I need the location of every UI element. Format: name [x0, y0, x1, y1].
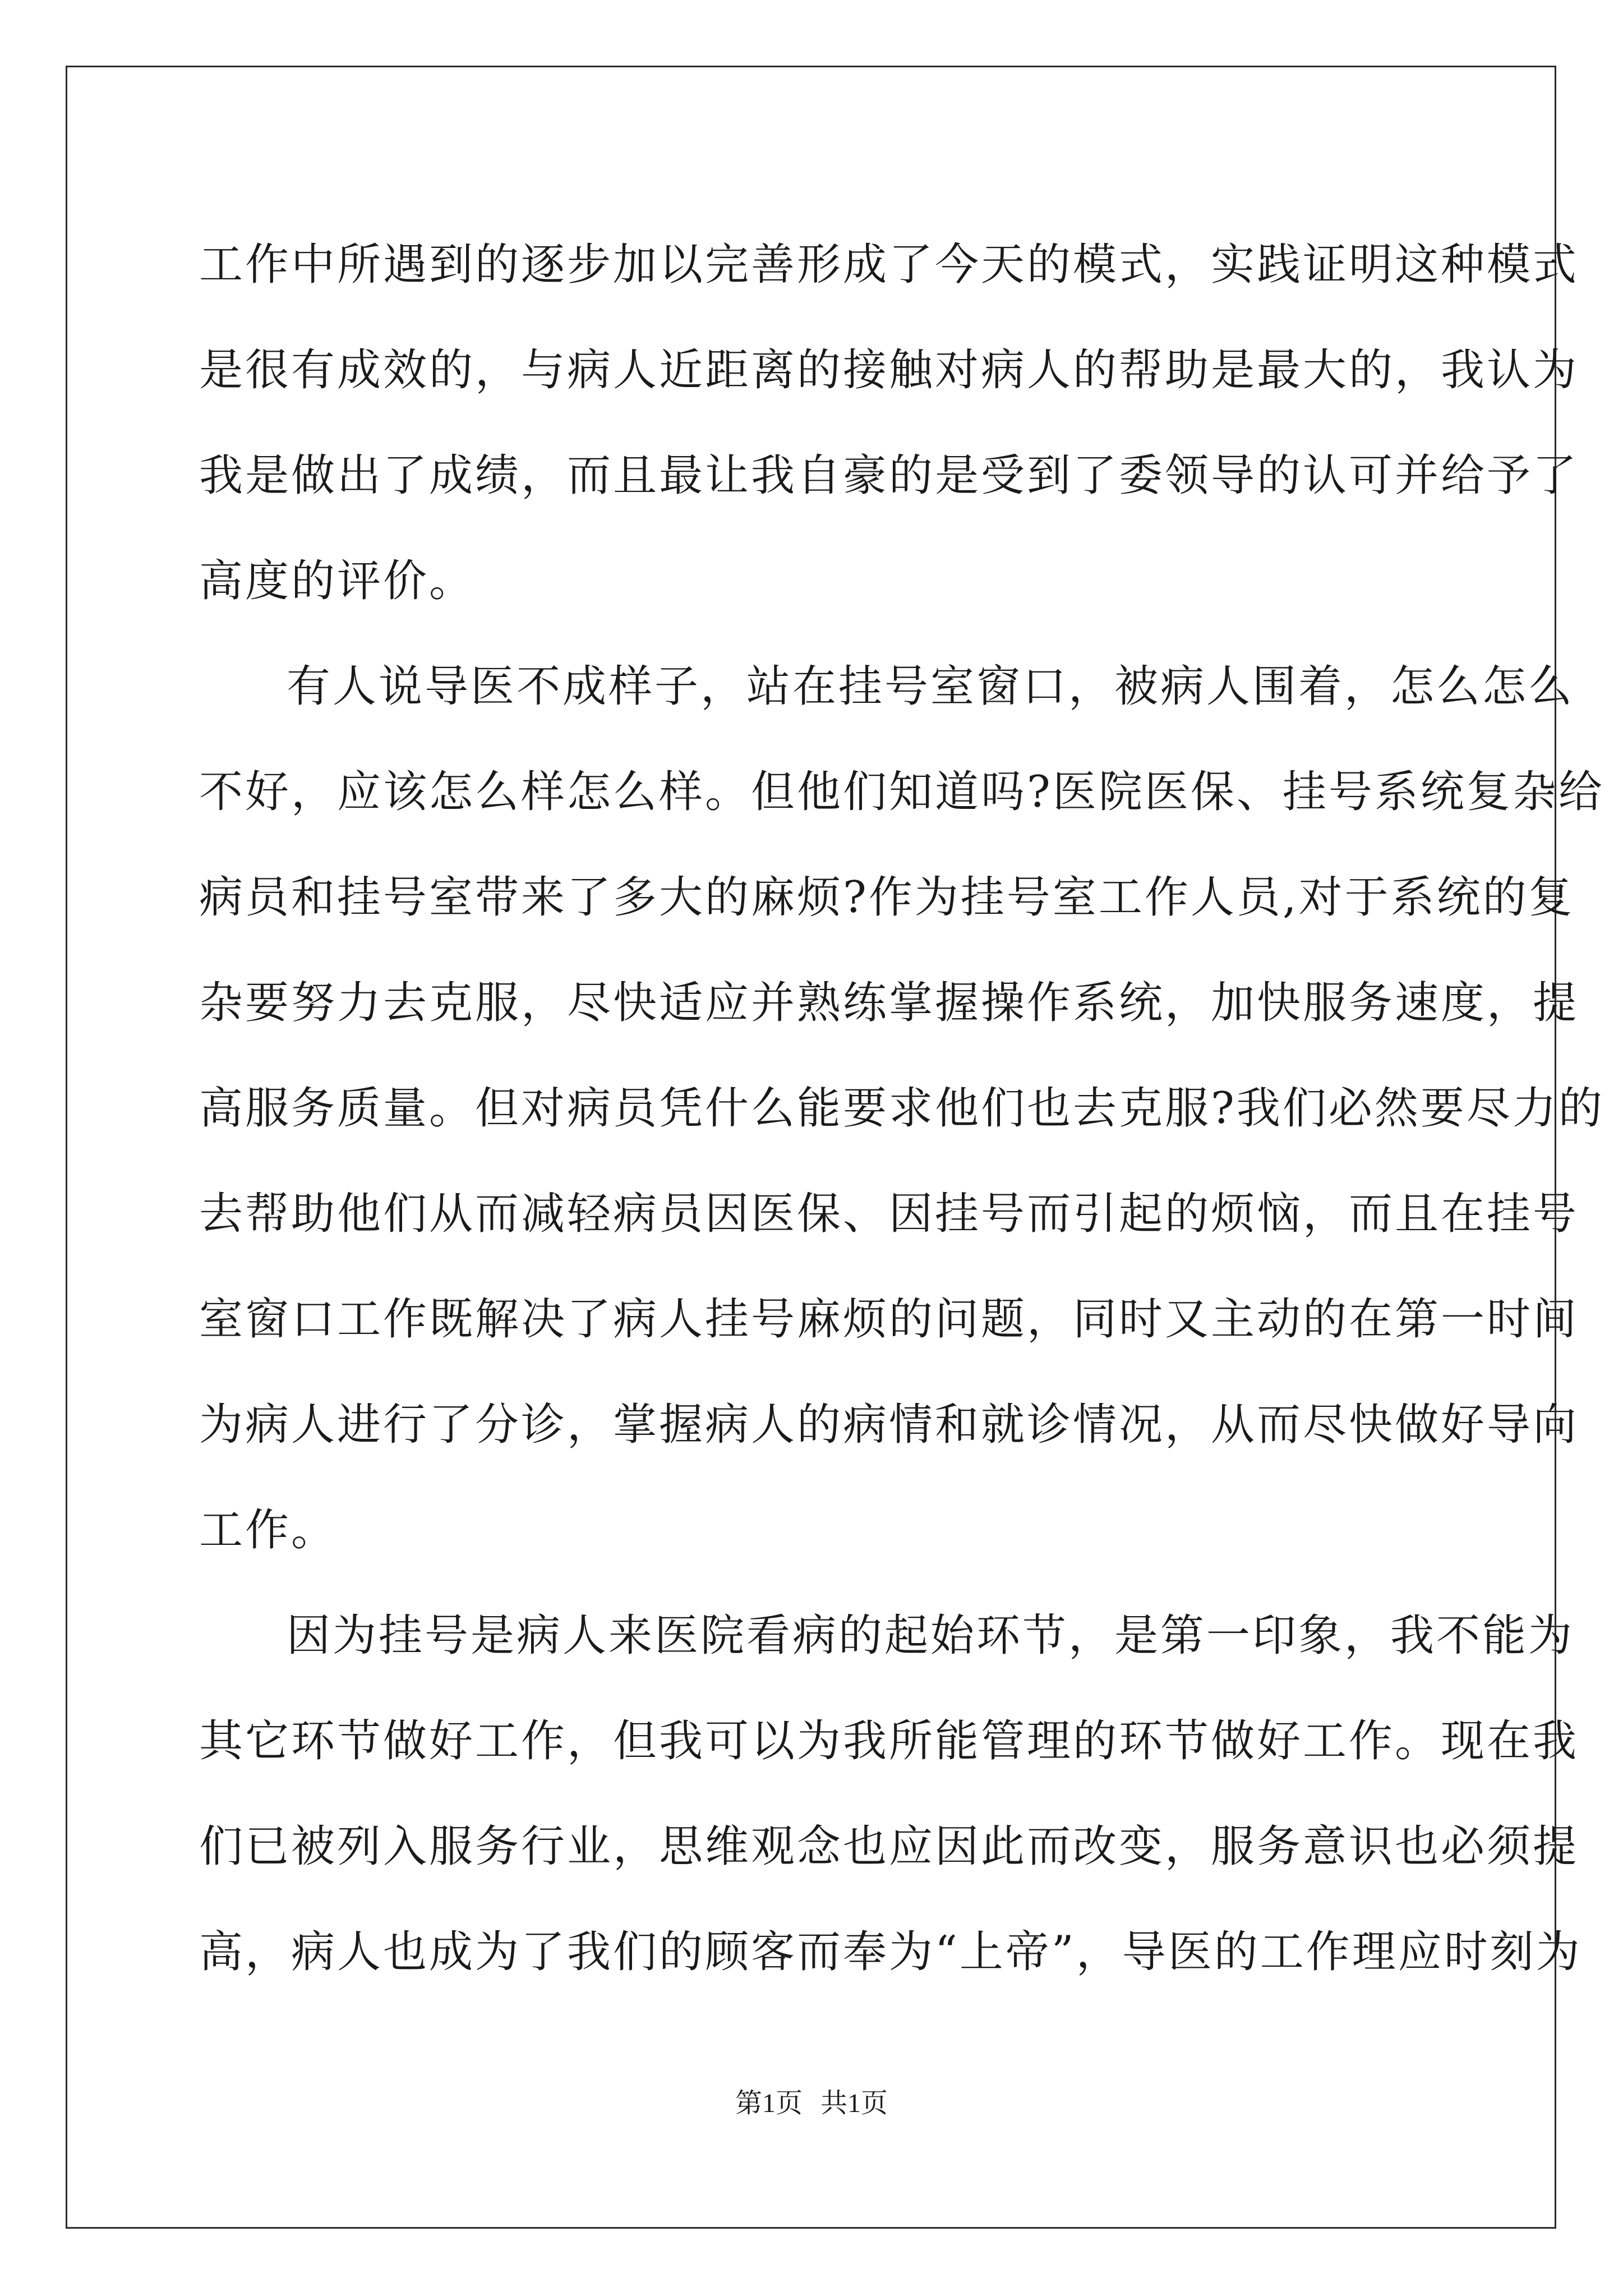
text-line: 我是做出了成绩，而且最让我自豪的是受到了委领导的认可并给予了 [199, 450, 1579, 501]
text-line: 高服务质量。但对病员凭什么能要求他们也去克服?我们必然要尽力的 [199, 1083, 1604, 1134]
text-line: 工作。 [199, 1505, 338, 1556]
text-line: 工作中所遇到的逐步加以完善形成了今天的模式，实践证明这种模式 [199, 240, 1579, 290]
text-line: 去帮助他们从而减轻病员因医保、因挂号而引起的烦恼，而且在挂号 [199, 1189, 1579, 1239]
text-line: 其它环节做好工作，但我可以为我所能管理的环节做好工作。现在我 [199, 1716, 1579, 1766]
text-line: 病员和挂号室带来了多大的麻烦?作为挂号室工作人员,对于系统的复 [199, 872, 1575, 923]
text-line: 为病人进行了分诊，掌握病人的病情和就诊情况，从而尽快做好导向 [199, 1400, 1579, 1450]
page-total: 共1页 [820, 2088, 888, 2118]
text-line: 是很有成效的，与病人近距离的接触对病人的帮助是最大的，我认为 [199, 345, 1579, 395]
text-line: 杂要努力去克服，尽快适应并熟练掌握操作系统，加快服务速度，提 [199, 978, 1579, 1028]
text-line: 因为挂号是病人来医院看病的起始环节，是第一印象，我不能为 [287, 1611, 1575, 1661]
page-number: 第1页 [735, 2088, 803, 2118]
text-line: 有人说导医不成样子，站在挂号室窗口，被病人围着，怎么怎么 [287, 661, 1575, 712]
document-body [199, 212, 1604, 2005]
text-line: 高度的评价。 [199, 556, 476, 606]
text-line: 高，病人也成为了我们的顾客而奉为“上帝”，导医的工作理应时刻为 [199, 1927, 1582, 1977]
text-line: 们已被列入服务行业，思维观念也应因此而改变，服务意识也必须提 [199, 1821, 1579, 1872]
page-footer [0, 2081, 1623, 2120]
text-line: 不好，应该怎么样怎么样。但他们知道吗?医院医保、挂号系统复杂给 [199, 767, 1604, 817]
text-line: 室窗口工作既解决了病人挂号麻烦的问题，同时又主动的在第一时间 [199, 1294, 1579, 1345]
